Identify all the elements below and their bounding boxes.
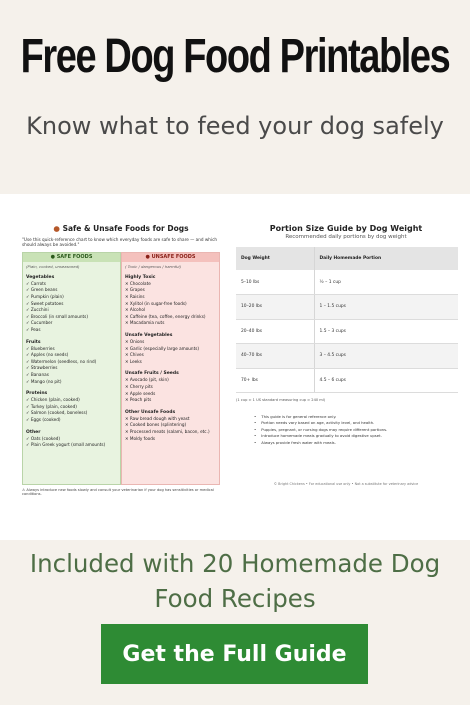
food-item: ✓ Peas <box>26 326 41 332</box>
cup-note: (1 cup ≈ 1 US standard measuring cup ≈ 240 ml) <box>236 398 326 402</box>
portion-guide-footer: © Bright Chickens • For educational use only • Not a substitute for veterinary advice <box>273 482 419 487</box>
food-group-title: Fruits <box>26 339 41 345</box>
food-group-title: Unsafe Vegetables <box>125 332 173 338</box>
food-item: ✕ Raw bread dough with yeast <box>125 415 190 421</box>
food-item: ✓ Carrots <box>26 280 46 286</box>
food-item: ✕ Cherry pits <box>125 383 153 389</box>
list-item: • Always provide fresh water with meals. <box>254 440 456 446</box>
food-item: ✕ Chives <box>125 352 144 358</box>
food-item: ✓ Turkey (plain, cooked) <box>26 403 77 409</box>
food-item: ✕ Processed meats (salami, bacon, etc.) <box>125 428 210 434</box>
food-columns <box>22 252 220 485</box>
printables-preview <box>0 194 470 540</box>
food-item: ✕ Avocado (pit, skin) <box>125 377 169 383</box>
food-item: ✓ Bananas <box>26 371 49 377</box>
portion-cell: 1.5 – 3 cups <box>314 319 458 344</box>
food-item: ✓ Oats (cooked) <box>26 435 61 441</box>
food-item: ✓ Zucchini <box>26 307 49 313</box>
table-row <box>236 270 458 295</box>
food-item: ✓ Watermelon (seedless, no rind) <box>26 358 97 364</box>
food-group-title: Highly Toxic <box>125 274 156 280</box>
food-item: ✕ Macadamia nuts <box>125 320 165 326</box>
food-item: ✕ Grapes <box>125 287 145 293</box>
safe-unsafe-footer: ⚠ Always introduce new foods slowly and consult your veterinarian if your dog has sensitivities or medical conditions. <box>22 487 214 497</box>
food-item: ✕ Apple seeds <box>125 390 156 396</box>
weight-cell: 40–70 lbs <box>236 344 314 369</box>
list-item: • This guide is for general reference only. <box>254 414 456 420</box>
table-row <box>236 368 458 393</box>
food-group-title: Proteins <box>26 391 48 397</box>
get-full-guide-button[interactable]: Get the Full Guide <box>101 624 368 684</box>
list-item: • Introduce homemade meals gradually to avoid digestive upset. <box>254 433 456 439</box>
food-item: ✓ Apples (no seeds) <box>26 352 69 358</box>
food-item: ✓ Cucumber <box>26 320 53 326</box>
tips-list <box>254 414 456 446</box>
portion-cell: ½ – 1 cup <box>314 270 458 295</box>
weight-cell: 5–10 lbs <box>236 270 314 295</box>
portion-cell: 4.5 – 6 cups <box>314 368 458 393</box>
safe-groups <box>23 269 120 449</box>
food-item: ✕ Garlic (especially large amounts) <box>125 345 200 351</box>
food-item: ✓ Blueberries <box>26 345 55 351</box>
portion-table-body <box>236 270 458 393</box>
unsafe-foods-column <box>121 252 220 485</box>
food-item: ✕ Moldy foods <box>125 435 156 441</box>
portion-table-header <box>236 247 458 270</box>
portion-table <box>236 247 458 393</box>
food-item: ✕ Raisins <box>125 294 145 299</box>
cross-circle-icon: ● <box>145 253 150 260</box>
weight-cell: 10–20 lbs <box>236 295 314 320</box>
food-item: ✓ Green beans <box>26 287 58 293</box>
food-item: ✕ Onions <box>125 338 145 344</box>
food-group-title: Vegetables <box>26 274 55 280</box>
safe-unsafe-intro: "Use this quick-reference chart to know which everyday foods are safe to share — and which should always be avoided." <box>22 237 218 248</box>
unsafe-foods-header: ● UNSAFE FOODS <box>122 253 219 262</box>
table-row <box>236 319 458 344</box>
page-title: Free Dog Food Printables <box>20 30 450 84</box>
safe-unsafe-sheet <box>22 224 220 497</box>
safe-unsafe-title: ● Safe & Unsafe Foods for Dogs <box>53 224 189 233</box>
list-item: • Puppies, pregnant, or nursing dogs may require different portions. <box>254 427 456 433</box>
weight-cell: 20–40 lbs <box>236 319 314 344</box>
food-item: ✓ Broccoli (in small amounts) <box>26 313 88 319</box>
safe-foods-header: ● SAFE FOODS <box>23 253 120 262</box>
weight-cell: 70+ lbs <box>236 368 314 393</box>
list-item: • Portion needs vary based on age, activity level, and health. <box>254 420 456 426</box>
table-row <box>236 295 458 320</box>
portion-cell: 3 – 4.5 cups <box>314 344 458 369</box>
unsafe-groups <box>122 269 219 442</box>
food-item: ✓ Chicken (plain, cooked) <box>26 397 80 403</box>
food-item: ✕ Caffeine (tea, coffee, energy drinks) <box>125 313 206 319</box>
food-item: ✓ Eggs (cooked) <box>26 416 61 422</box>
food-item: ✕ Chocolate <box>125 280 151 286</box>
portion-guide-subtitle: Recommended daily portions by dog weight <box>285 234 407 240</box>
safe-foods-column <box>22 252 121 485</box>
page-subtitle: Know what to feed your dog safely <box>26 112 444 140</box>
food-item: ✓ Mango (no pit) <box>26 378 62 384</box>
portion-cell: 1 – 1.5 cups <box>314 295 458 320</box>
unsafe-foods-note: ( Toxic / dangerous / harmful) <box>125 263 182 269</box>
table-row <box>236 344 458 369</box>
food-item: ✕ Alcohol <box>125 307 146 313</box>
food-item: ✓ Pumpkin (plain) <box>26 294 64 299</box>
food-group-title: Other <box>26 429 41 435</box>
food-item: ✓ Salmon (cooked, boneless) <box>26 410 88 416</box>
food-group-title: Other Unsafe Foods <box>125 409 176 415</box>
food-item: ✓ Strawberries <box>26 365 58 371</box>
safe-foods-note: (Plain, cooked, unseasoned) <box>26 263 80 269</box>
food-item: ✕ Leeks <box>125 358 142 364</box>
food-item: ✓ Plain Greek yogurt (small amounts) <box>26 442 106 448</box>
check-circle-icon: ● <box>50 253 55 260</box>
food-group-title: Unsafe Fruits / Seeds <box>125 371 179 377</box>
column-header: Dog Weight <box>236 247 314 270</box>
paw-icon: ● <box>53 224 60 233</box>
food-item: ✓ Sweet potatoes <box>26 300 64 306</box>
column-header: Daily Homemade Portion <box>314 247 458 270</box>
included-text: Included with 20 Homemade Dog Food Recipes <box>29 549 441 613</box>
food-item: ✕ Xylitol (in sugar-free foods) <box>125 300 187 306</box>
food-item: ✕ Peach pits <box>125 397 152 403</box>
food-item: ✕ Cooked bones (splintering) <box>125 422 187 428</box>
portion-guide-title: Portion Size Guide by Dog Weight <box>269 224 423 233</box>
portion-guide-sheet <box>236 224 456 486</box>
